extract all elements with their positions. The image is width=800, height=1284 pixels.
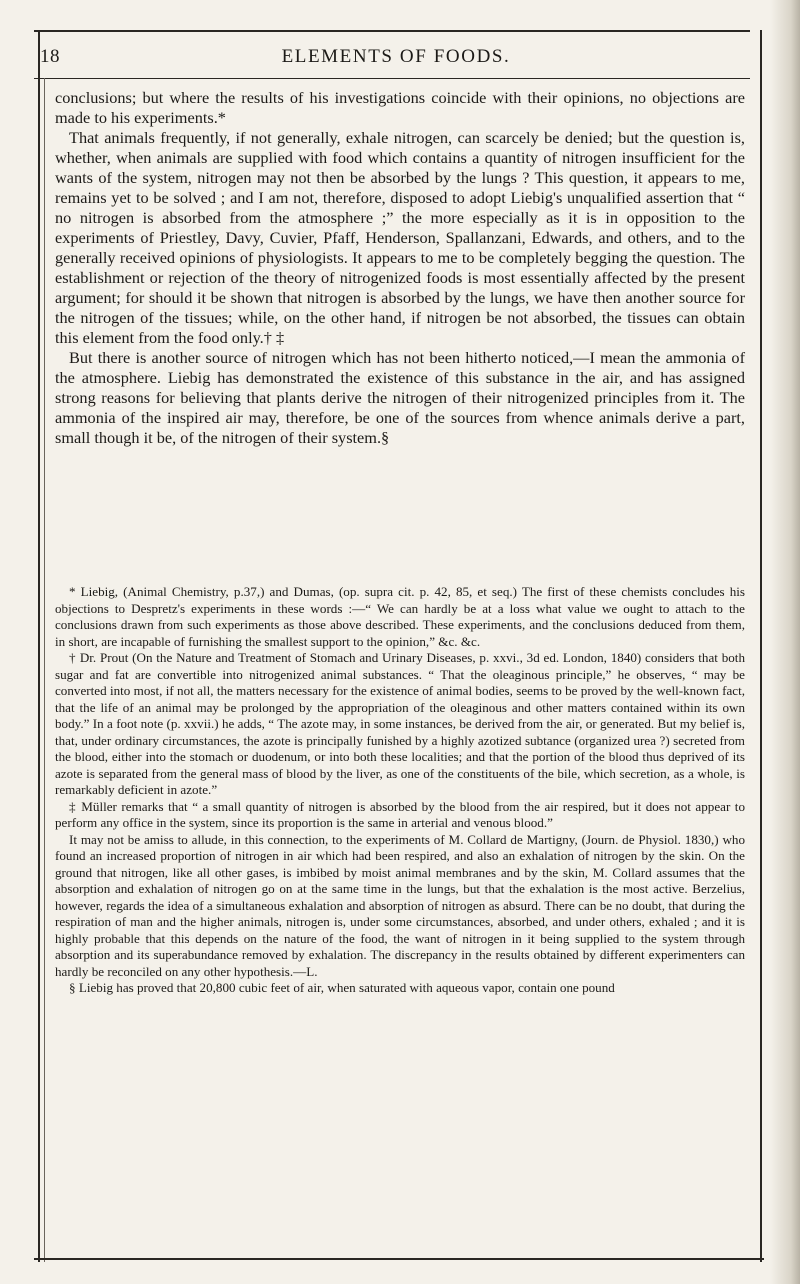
running-head: ELEMENTS OF FOODS. <box>281 46 511 67</box>
binding-shadow <box>770 0 800 1284</box>
body-text <box>55 88 745 448</box>
right-border-rule <box>760 30 762 1262</box>
footnote: † Dr. Prout (On the Nature and Treatment of Stomach and Urinary Diseases, p. xxvi., 3d ed. London, 1840) considers that both sugar and fat are convertible into nitrogenized animal substances. “ That the oleaginous principle,” he observes, “ may be converted into most, if not all, the matters necessary for the existence of animal bodies, seems to be proved by the well-known fact, that the life of an animal may be prolonged by the appropriation of the oleaginous and other matters contained within its own body.” In a foot note (p. xxvii.) he adds, “ The azote may, in some instances, be derived from the air, or generated. But my belief is, that, under ordinary circumstances, the azote is principally funished by a highly azotized subtance (organized urea ?) secreted from the blood, either into the stomach or duodenum, or into both these localities; and that the portion of the blood thus deprived of its azote is separated from the general mass of blood by the liver, as one of the constituents of the bile, which secretion, as a whole, is remarkably deficient in azote.” <box>55 650 745 797</box>
footnote: § Liebig has proved that 20,800 cubic feet of air, when saturated with aqueous vapor, contain one pound <box>69 980 615 995</box>
header-underline-rule <box>34 78 750 79</box>
footnote: ‡ Müller remarks that “ a small quantity of nitrogen is absorbed by the blood from the air respired, but it does not appear to perform any office in the system, since its proportion is the same in arterial and venous blood.” <box>55 798 745 830</box>
page-number: 18 <box>40 46 60 67</box>
left-inner-rule <box>44 78 45 1262</box>
footnote: * Liebig, (Animal Chemistry, p.37,) and Dumas, (op. supra cit. p. 42, 85, et seq.) The first of these chemists concludes his objections to Despretz's experiments in these words :—“ We can hardly be at a loss what value we ought to attach to the conclusions drawn from such experiments as those above described. These experiments, and the conclusions deduced from them, in short, are incapable of furnishing the smallest support to the opinion,” &c. &c. <box>55 584 745 649</box>
body-paragraph: That animals frequently, if not generally, exhale nitrogen, can scarcely be denied; but the question is, whether, when animals are supplied with food which contains a quantity of nitrogen insufficient for the wants of the system, nitrogen may not then be absorbed by the lungs ? This question, it appears to me, remains yet to be solved ; and I am not, therefore, disposed to adopt Liebig's unqualified assertion that “ no nitrogen is absorbed from the atmosphere ;” the more especially as it is in opposition to the experiments of Priestley, Davy, Cuvier, Pfaff, Henderson, Spallanzani, Edwards, and others, and to the generally received opinions of physiologists. It appears to me to be completely begging the question. The establishment or rejection of the theory of nitrogenized foods is most essentially affected by the present argument; for should it be shown that nitrogen is absorbed by the lungs, we have then another source for the nitrogen of the tissues; while, on the other hand, if nitrogen be not absorbed, the tissues can obtain this element from the food only.† ‡ <box>55 128 745 347</box>
left-border-rule <box>38 30 40 1262</box>
footnotes <box>55 584 745 997</box>
footnote: It may not be amiss to allude, in this connection, to the experiments of M. Collard de Martigny, (Journ. de Physiol. 1830,) who found an increased proportion of nitrogen in air which had been respired, and also an exhalation of nitrogen by the skin. On the ground that nitrogen, like all other gases, is imbibed by moist animal membranes and by the skin, M. Collard assumes that the absorption and exhalation of nitrogen go on at the same time in the lungs, but that the exhalation is the most active. Berzelius, however, regards the idea of a simultaneous exhalation and absorption of nitrogen as absurd. There can be no doubt, that during the respiration of man and the higher animals, nitrogen is, under some circumstances, absorbed, and under others, exhaled ; and it is highly probable that this depends on the nature of the food, the want of nitrogen in it being supplied to the system through absorption and its superabundance removed by exhalation. The discrepancy in the results obtained by different experimenters can hardly be reconciled on any other hypothesis.—L. <box>55 831 745 979</box>
body-paragraph: But there is another source of nitrogen which has not been hitherto noticed,—I mean the ammonia of the atmosphere. Liebig has demonstrated the existence of this substance in the air, and has assigned strong reasons for believing that plants derive the nitrogen of their nitrogenized principles from it. The ammonia of the inspired air may, therefore, be one of the sources from whence animals derive a part, small though it be, of the nitrogen of their system.§ <box>55 348 745 447</box>
body-paragraph: conclusions; but where the results of his investigations coincide with their opinions, no objections are made to his experiments.* <box>55 88 745 127</box>
bottom-border-rule <box>34 1258 764 1260</box>
page-header <box>40 46 752 72</box>
top-border-rule <box>34 30 750 32</box>
